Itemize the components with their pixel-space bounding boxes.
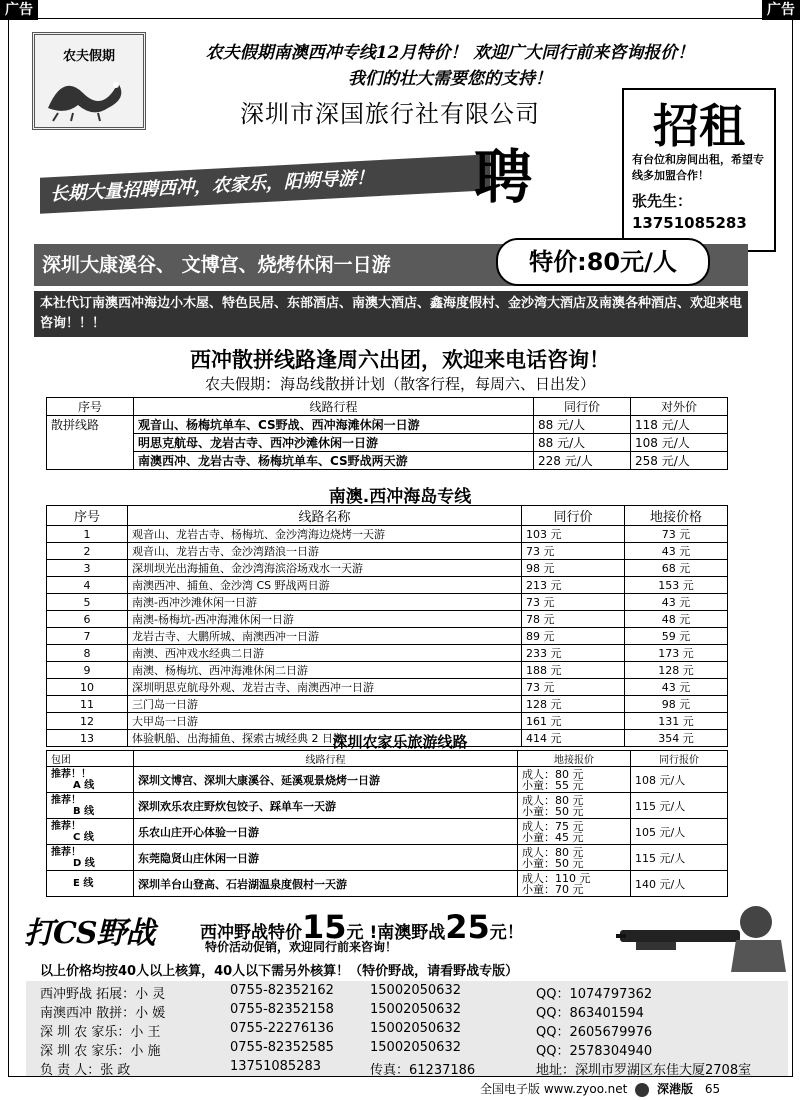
package-tag: 推荐！ [51, 846, 81, 858]
package-line: C 线 [73, 831, 94, 843]
company-name: 深圳市深国旅行社有限公司 [240, 100, 540, 128]
promo-price-badge: 特价:80元/人 [496, 238, 710, 286]
soldier-gun-icon [616, 900, 786, 972]
xichong-label: 西冲野战特价 [200, 923, 302, 943]
peer-price: 115 元/人 [631, 845, 728, 871]
col-package: 包团 [47, 751, 134, 767]
local-price: 43 元 [625, 594, 728, 611]
peer-price: 414 元 [522, 730, 625, 747]
section1-table [46, 397, 728, 470]
route-cell: 龙岩古寺、大鹏所城、南澳西冲一日游 [128, 628, 522, 645]
package-cell [47, 767, 134, 793]
local-price: 128 元 [625, 662, 728, 679]
peer-price: 105 元/人 [631, 819, 728, 845]
local-price: 73 元 [625, 526, 728, 543]
contact-mobile: 15002050632 [370, 1021, 461, 1036]
col-no: 序号 [47, 398, 134, 416]
peer-price: 73 元 [522, 679, 625, 696]
col-no: 序号 [47, 506, 128, 526]
nanao-price: 25 [445, 908, 490, 946]
table-row [47, 543, 728, 560]
contact-label: 深 圳 农 家乐：小 施 [40, 1044, 161, 1059]
col-peer: 同行价 [522, 506, 625, 526]
col-peer-price: 同行报价 [631, 751, 728, 767]
route-cell: 观音山、杨梅坑单车、CS野战、西冲海滩休闲一日游 [134, 416, 534, 434]
adult-price: 成人：80 元 [522, 845, 584, 859]
row-no: 4 [47, 577, 128, 594]
col-route: 线路名称 [128, 506, 522, 526]
local-price: 48 元 [625, 611, 728, 628]
table-header [47, 398, 728, 416]
table-row [47, 767, 728, 793]
contact-tel: 0755-82352158 [230, 1002, 334, 1017]
row-no: 5 [47, 594, 128, 611]
rent-description: 有台位和房间出租，希望专线多加盟合作！ [632, 153, 764, 182]
col-peer: 同行价 [534, 398, 631, 416]
section2-title: 南澳.西冲海岛专线 [328, 487, 472, 507]
route-cell: 大甲岛一日游 [128, 713, 522, 730]
nanao-unit: 元！ [489, 923, 524, 943]
peer-price: 108 元/人 [631, 767, 728, 793]
table-row [47, 679, 728, 696]
nanao-label: !南澳野战 [369, 923, 446, 943]
contact-mobile: 15002050632 [370, 983, 461, 998]
section3-title: 深圳农家乐旅游线路 [332, 733, 468, 751]
footer-circle-icon [635, 1083, 649, 1097]
footer-edition: 深港版 [657, 1082, 694, 1096]
contact-row [40, 1002, 780, 1020]
route-cell: 深圳坝光出海捕鱼、金沙湾海滨浴场戏水一天游 [128, 560, 522, 577]
table-row [47, 416, 728, 434]
route-cell: 南澳-西冲沙滩休闲一日游 [128, 594, 522, 611]
ad-tag-left: 广告 [0, 0, 38, 20]
contact-row [40, 1040, 780, 1058]
route-cell: 乐农山庄开心体验一日游 [134, 819, 518, 845]
page-footer [480, 1080, 720, 1097]
local-price: 98 元 [625, 696, 728, 713]
row-no: 10 [47, 679, 128, 696]
package-tag: 推荐！！ [51, 768, 91, 780]
col-retail: 对外价 [631, 398, 728, 416]
contact-qq: 地址：深圳市罗湖区东佳大厦2708室 [536, 1063, 752, 1078]
package-cell [47, 871, 134, 897]
contact-qq: QQ：2605679976 [536, 1025, 653, 1040]
row-no: 7 [47, 628, 128, 645]
rent-phone: 13751085283 [632, 214, 747, 232]
contact-qq: QQ：1074797362 [536, 987, 653, 1002]
package-line: A 线 [73, 779, 95, 791]
col-local-price: 地接报价 [518, 751, 631, 767]
table-row [47, 628, 728, 645]
contact-label: 负 责 人：张 政 [40, 1063, 131, 1078]
package-line: E 线 [73, 878, 94, 889]
child-price: 小童：55 元 [522, 778, 584, 792]
adult-price: 成人：110 元 [522, 871, 591, 885]
row-no: 8 [47, 645, 128, 662]
table-row [47, 577, 728, 594]
contact-mobile: 传真：61237186 [370, 1063, 476, 1078]
route-cell: 南澳、杨梅坑、西冲海滩休闲二日游 [128, 662, 522, 679]
hotel-booking-bar: 本社代订南澳西冲海边小木屋、特色民居、东部酒店、南澳大酒店、鑫海度假村、金沙湾大酒店及南澳各种酒店、欢迎来电咨询！！！ [34, 291, 748, 337]
cs-subtitle: 特价活动促销，欢迎同行前来咨询！ [205, 940, 398, 954]
child-price: 小童：50 元 [522, 804, 584, 818]
row-no: 2 [47, 543, 128, 560]
package-cell [47, 845, 134, 871]
contact-mobile: 15002050632 [370, 1002, 461, 1017]
contact-tel: 0755-82352585 [230, 1040, 334, 1055]
package-tag: 推荐！ [51, 794, 81, 806]
table-row [47, 645, 728, 662]
contact-tel: 13751085283 [230, 1059, 321, 1074]
peer-price: 115 元/人 [631, 793, 728, 819]
peer-price: 188 元 [522, 662, 625, 679]
route-cell: 观音山、龙岩古寺、金沙湾踏浪一日游 [128, 543, 522, 560]
retail-price: 118 元/人 [631, 416, 728, 434]
peer-price: 140 元/人 [631, 871, 728, 897]
local-price: 354 元 [625, 730, 728, 747]
contact-qq: QQ：2578304940 [536, 1044, 653, 1059]
dragon-icon [38, 63, 140, 123]
peer-price: 98 元 [522, 560, 625, 577]
local-price: 43 元 [625, 543, 728, 560]
route-cell: 观音山、龙岩古寺、杨梅坑、金沙湾海边烧烤一天游 [128, 526, 522, 543]
promo-bar: 深圳大康溪谷、 文博宫、烧烤休闲一日游 [34, 244, 748, 286]
col-local: 地接价格 [625, 506, 728, 526]
table-row [47, 696, 728, 713]
retail-price: 258 元/人 [631, 452, 728, 470]
local-price-cell [518, 793, 631, 819]
contact-label: 深 圳 农 家乐：小 王 [40, 1025, 161, 1040]
peer-price: 103 元 [522, 526, 625, 543]
contacts-panel [26, 981, 788, 1076]
peer-price: 213 元 [522, 577, 625, 594]
local-price: 131 元 [625, 713, 728, 730]
route-cell: 体验帆船、出海捕鱼、探索古城经典 2 日游 [128, 730, 522, 747]
route-cell: 南澳-杨梅坑-西冲海滩休闲一日游 [128, 611, 522, 628]
recruit-banner: 长期大量招聘西冲，农家乐，阳朔导游！ [40, 154, 490, 214]
rent-contact: 张先生： [632, 192, 693, 210]
peer-price: 78 元 [522, 611, 625, 628]
peer-price: 233 元 [522, 645, 625, 662]
slogan-line-2: 我们的壮大需要您的支持！ [348, 69, 552, 89]
contact-row [40, 983, 780, 1001]
package-line: D 线 [73, 857, 95, 869]
contact-tel: 0755-22276136 [230, 1021, 334, 1036]
contact-qq: QQ：863401594 [536, 1006, 644, 1021]
row-no: 9 [47, 662, 128, 679]
peer-price: 88 元/人 [534, 416, 631, 434]
route-cell: 深圳羊台山登高、石岩湖温泉度假村一天游 [134, 871, 518, 897]
package-tag: 推荐！ [51, 820, 81, 832]
row-no: 11 [47, 696, 128, 713]
slogan-line-1: 农夫假期南澳西冲专线12月特价！ 欢迎广大同行前来咨询报价！ [205, 43, 695, 63]
row-no: 1 [47, 526, 128, 543]
table-row [47, 560, 728, 577]
table-row [47, 713, 728, 730]
footer-site: 全国电子版 www.zyoo.net [480, 1082, 628, 1096]
child-price: 小童：70 元 [522, 882, 584, 896]
xichong-price: 15 [302, 908, 347, 946]
footer-page: 65 [704, 1082, 721, 1096]
adult-price: 成人：80 元 [522, 793, 584, 807]
package-line: B 线 [73, 805, 95, 817]
col-route: 线路行程 [134, 751, 518, 767]
row-no: 12 [47, 713, 128, 730]
adult-price: 成人：80 元 [522, 767, 584, 781]
table-row [47, 611, 728, 628]
local-price: 153 元 [625, 577, 728, 594]
section3-table [46, 750, 728, 897]
local-price: 59 元 [625, 628, 728, 645]
contact-label: 南澳西冲 散拼：小 媛 [40, 1006, 166, 1021]
row-no: 13 [47, 730, 128, 747]
contact-row [40, 1021, 780, 1039]
retail-price: 108 元/人 [631, 434, 728, 452]
table-row [47, 526, 728, 543]
route-cell: 南澳西冲、龙岩古寺、杨梅坑单车、CS野战两天游 [134, 452, 534, 470]
table-row [47, 594, 728, 611]
row-no: 3 [47, 560, 128, 577]
local-price: 68 元 [625, 560, 728, 577]
section2-table [46, 505, 728, 747]
table-row [47, 434, 728, 452]
table-row [47, 871, 728, 897]
peer-price: 128 元 [522, 696, 625, 713]
row-no: 6 [47, 611, 128, 628]
price-notice: 以上价格均按40人以上核算，40人以下需另外核算！（特价野战，请看野战专版） [40, 964, 519, 979]
table-header [47, 751, 728, 767]
recruit-big-char: 聘 [474, 143, 533, 211]
table-row [47, 793, 728, 819]
route-cell: 东莞隐贤山庄休闲一日游 [134, 845, 518, 871]
local-price-cell [518, 871, 631, 897]
contact-tel: 0755-82352162 [230, 983, 334, 998]
xichong-unit: 元 [346, 923, 364, 943]
logo-text: 农夫假期 [62, 49, 115, 64]
rent-ad-box [622, 88, 776, 252]
section1-subtitle: 农夫假期：海岛线散拼计划（散客行程，每周六、日出发） [204, 375, 595, 393]
col-route: 线路行程 [134, 398, 534, 416]
rent-title: 招租 [653, 99, 745, 153]
table-header [47, 506, 728, 526]
peer-price: 161 元 [522, 713, 625, 730]
route-cell: 南澳西冲、捕鱼、金沙湾 CS 野战两日游 [128, 577, 522, 594]
route-cell: 深圳明思克航母外观、龙岩古寺、南澳西冲一日游 [128, 679, 522, 696]
adult-price: 成人：75 元 [522, 819, 584, 833]
peer-price: 228 元/人 [534, 452, 631, 470]
table-row [47, 662, 728, 679]
table-row [47, 845, 728, 871]
route-cell: 三门岛一日游 [128, 696, 522, 713]
group-label: 散拼线路 [47, 416, 134, 470]
child-price: 小童：45 元 [522, 830, 584, 844]
route-cell: 深圳欢乐农庄野炊包饺子、踩单车一天游 [134, 793, 518, 819]
peer-price: 73 元 [522, 594, 625, 611]
local-price: 173 元 [625, 645, 728, 662]
contact-row [40, 1059, 780, 1077]
package-cell [47, 793, 134, 819]
company-logo [32, 32, 146, 130]
route-cell: 南澳、西冲戏水经典二日游 [128, 645, 522, 662]
route-cell: 明思克航母、龙岩古寺、西冲沙滩休闲一日游 [134, 434, 534, 452]
cs-logo: 打CS野战 [24, 916, 155, 951]
contact-label: 西冲野战 拓展：小 灵 [40, 987, 166, 1002]
table-row [47, 819, 728, 845]
child-price: 小童：50 元 [522, 856, 584, 870]
peer-price: 73 元 [522, 543, 625, 560]
local-price-cell [518, 845, 631, 871]
contact-mobile: 15002050632 [370, 1040, 461, 1055]
local-price: 43 元 [625, 679, 728, 696]
peer-price: 88 元/人 [534, 434, 631, 452]
local-price-cell [518, 819, 631, 845]
peer-price: 89 元 [522, 628, 625, 645]
local-price-cell [518, 767, 631, 793]
package-cell [47, 819, 134, 845]
route-cell: 深圳文博宫、深圳大康溪谷、延溪观景烧烤一日游 [134, 767, 518, 793]
table-row [47, 452, 728, 470]
ad-tag-right: 广告 [762, 0, 800, 20]
section1-title: 西冲散拼线路逢周六出团，欢迎来电话咨询！ [190, 348, 610, 372]
